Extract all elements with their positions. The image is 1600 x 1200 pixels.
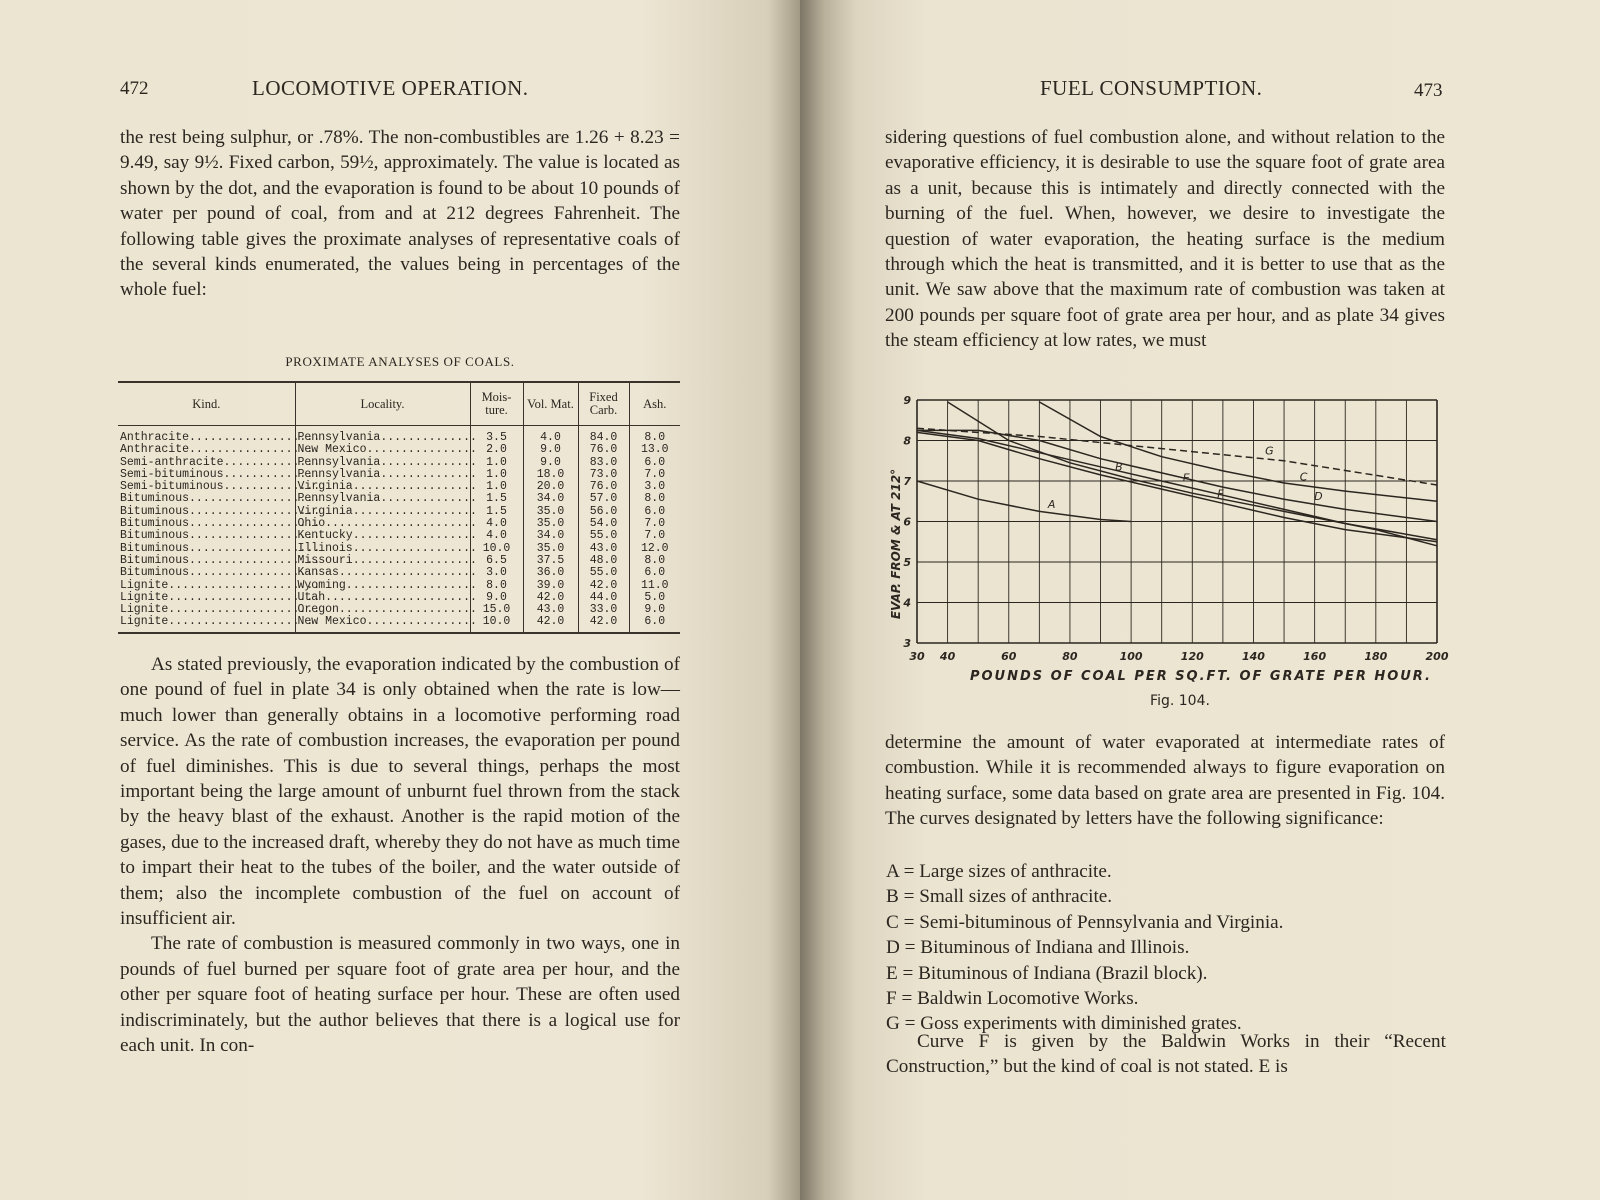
table-cell: 4.0 xyxy=(523,426,578,445)
table-cell: Lignite...................... xyxy=(118,616,295,632)
table-cell: 9.0 xyxy=(644,603,666,617)
table-cell: 35.0 xyxy=(523,543,578,555)
x-tick-label: 40 xyxy=(939,650,956,663)
x-tick-label: 60 xyxy=(1001,650,1017,663)
table-cell: 2.0 xyxy=(470,444,523,456)
table-cell: 35.0 xyxy=(523,506,578,518)
series-line-e xyxy=(917,430,1437,539)
table-cell: Bituminous................... xyxy=(120,504,321,518)
table-cell: Illinois.................. xyxy=(295,543,470,555)
x-tick-label: 30 xyxy=(909,650,925,663)
table-cell: Semi-bituminous.............. xyxy=(120,467,321,481)
table-cell: Bituminous................... xyxy=(120,541,321,555)
table-cell: Utah...................... xyxy=(295,592,470,604)
table-cell: 4.0 xyxy=(470,518,523,530)
x-tick-label: 140 xyxy=(1241,650,1265,663)
col-header-volatile: Vol. Mat. xyxy=(523,382,578,426)
left-para-1-text: the rest being sulphur, or .78%. The non-combustibles are 1.26 + 8.23 = 9.49, say 9½. Fixed carbon, 59½, approximately. The value is located as shown by the dot, and the evaporation is found to be about 10 pounds of water per pound of coal, from and at 212 degrees Fahrenheit. The following table gives the proximate analyses of representative coals of the several kinds enumerated, the values being in percentages of the whole fuel: xyxy=(120,127,680,301)
table-cell: 6.0 xyxy=(644,455,666,469)
table-cell: Bituminous................... xyxy=(120,566,321,580)
table-cell: 84.0 xyxy=(578,426,629,445)
table-cell: New Mexico................ xyxy=(295,444,470,456)
x-tick-label: 160 xyxy=(1303,650,1327,663)
table-cell: Missouri.................. xyxy=(295,555,470,567)
table-row xyxy=(118,530,680,542)
curve-definitions xyxy=(886,859,1283,1037)
table-cell: 42.0 xyxy=(578,616,629,632)
table-cell: 1.0 xyxy=(470,469,523,481)
right-para-3 xyxy=(886,1029,1446,1080)
table-cell: 12.0 xyxy=(640,541,669,555)
series-line-d xyxy=(917,430,1437,521)
table-cell: 43.0 xyxy=(578,543,629,555)
series-label-b: B xyxy=(1115,460,1123,474)
y-tick-label: 4 xyxy=(903,596,911,610)
table-cell: 42.0 xyxy=(523,616,578,632)
table-cell: 1.0 xyxy=(470,481,523,493)
table-cell: 7.0 xyxy=(644,467,666,481)
y-tick-label: 8 xyxy=(903,434,911,448)
table-cell: 8.0 xyxy=(470,580,523,592)
table-header-row xyxy=(118,382,680,426)
table-cell: 8.0 xyxy=(644,431,666,444)
left-para-3-text: The rate of combustion is measured commonly in two ways, one in pounds of fuel burned per square foot of grate area per hour, and the other per square foot of heating surface per hour. These are often used indiscriminately, but the author believes that there is a logical use for each unit. In con- xyxy=(120,933,680,1057)
table-cell: 15.0 xyxy=(470,604,523,616)
table-body xyxy=(118,426,680,633)
definition-c: C = Semi-bituminous of Pennsylvania and Virginia. xyxy=(886,911,1284,933)
figure-caption: Fig. 104. xyxy=(1150,693,1210,709)
definition-a: A = Large sizes of anthracite. xyxy=(886,861,1112,882)
table-cell: 4.0 xyxy=(470,530,523,542)
table-cell: 57.0 xyxy=(578,493,629,505)
table-row xyxy=(118,567,680,579)
table-row xyxy=(118,426,680,445)
table-cell: 9.0 xyxy=(523,444,578,456)
series-label-e: E xyxy=(1182,471,1190,485)
y-tick-label: 3 xyxy=(903,637,911,650)
table-cell: 11.0 xyxy=(640,578,669,592)
x-axis-label: POUNDS OF COAL PER SQ.FT. OF GRATE PER HOUR. xyxy=(970,669,1430,684)
table-cell: Ohio...................... xyxy=(295,518,470,530)
table-cell: 5.0 xyxy=(644,590,666,604)
table-cell: Kansas.................... xyxy=(295,567,470,579)
table-cell: 9.0 xyxy=(470,592,523,604)
table-cell: 1.0 xyxy=(470,457,523,469)
col-header-moisture: Mois-ture. xyxy=(470,382,523,426)
table-caption: PROXIMATE ANALYSES OF COALS. xyxy=(285,354,515,369)
table-cell: 10.0 xyxy=(470,616,523,632)
left-page-number: 472 xyxy=(120,78,149,99)
series-line-a xyxy=(917,481,1131,522)
right-para-2-text: determine the amount of water evaporated at intermediate rates of combustion. While it is recommended always to figure evaporation on heating surface, some data based on grate area are presented in Fig. 104. The curves designated by letters have the following significance: xyxy=(885,732,1445,830)
right-para-1 xyxy=(885,125,1445,354)
table-cell: 6.5 xyxy=(470,555,523,567)
table-cell: 33.0 xyxy=(578,604,629,616)
table-cell: Anthracite................... xyxy=(120,443,321,457)
col-header-kind: Kind. xyxy=(118,382,295,426)
col-header-ash: Ash. xyxy=(629,382,680,426)
table-cell: 42.0 xyxy=(578,580,629,592)
x-tick-label: 120 xyxy=(1180,650,1204,663)
table-cell: 7.0 xyxy=(644,529,666,543)
series-label-d: D xyxy=(1314,489,1323,503)
chart-series-group xyxy=(917,402,1437,546)
definition-f: F = Baldwin Locomotive Works. xyxy=(886,988,1139,1010)
table-cell: 55.0 xyxy=(578,567,629,579)
table-cell: 42.0 xyxy=(523,592,578,604)
table-cell: Pennsylvania.............. xyxy=(295,469,470,481)
table-cell: 9.0 xyxy=(523,457,578,469)
definition-g: G = Goss experiments with diminished grates. xyxy=(886,1013,1242,1035)
series-label-a: A xyxy=(1047,497,1056,511)
y-axis-label: EVAP. FROM & AT 212° xyxy=(889,468,903,620)
table-cell: Lignite...................... xyxy=(120,603,321,617)
table-cell: Bituminous................... xyxy=(120,517,321,531)
table-cell: 8.0 xyxy=(644,553,666,567)
table-cell: 18.0 xyxy=(523,469,578,481)
x-tick-label: 80 xyxy=(1062,650,1078,663)
table-cell: 44.0 xyxy=(578,592,629,604)
table-cell: 34.0 xyxy=(523,493,578,505)
chart-grid xyxy=(917,400,1437,643)
table-cell: 54.0 xyxy=(578,518,629,530)
table-cell: 43.0 xyxy=(523,604,578,616)
table-cell: 56.0 xyxy=(578,506,629,518)
table-cell: 6.0 xyxy=(644,504,666,518)
fig-104-chart xyxy=(880,392,1470,722)
table-cell: Semi-bituminous.............. xyxy=(120,480,321,494)
table-cell: 76.0 xyxy=(578,481,629,493)
col-header-fixed-carbon: Fixed Carb. xyxy=(578,382,629,426)
table-cell: 55.0 xyxy=(578,530,629,542)
right-running-head: FUEL CONSUMPTION. xyxy=(1040,76,1263,100)
table-cell: 83.0 xyxy=(578,457,629,469)
table-cell: Lignite...................... xyxy=(120,578,321,592)
table-cell: 3.5 xyxy=(470,426,523,445)
table-cell: 20.0 xyxy=(523,481,578,493)
table-cell: Oregon.................... xyxy=(295,604,470,616)
left-para-1 xyxy=(120,125,680,303)
table-row xyxy=(118,493,680,505)
table-cell: Semi-anthracite.............. xyxy=(120,455,321,469)
table-cell: 73.0 xyxy=(578,469,629,481)
table-cell: 35.0 xyxy=(523,518,578,530)
right-para-1-text: sidering questions of fuel combustion alone, and without relation to the evaporative efficiency, it is desirable to use the square foot of grate area as a unit, because this is intimately and directly connected with the burning of the fuel. When, however, we desire to investigate the question of water evaporation, the heating surface is the medium through which the heat is transmitted, and it is better to use that as the unit. We saw above that the maximum rate of combustion was taken at 200 pounds per square foot of grate area per hour, and as plate 34 gives the steam efficiency at low rates, we must xyxy=(885,127,1445,352)
series-line-c xyxy=(1039,402,1437,501)
table-cell: Virginia.................. xyxy=(295,506,470,518)
y-tick-label: 5 xyxy=(903,556,911,569)
table-row xyxy=(118,444,680,456)
table-cell: 13.0 xyxy=(640,443,669,457)
table-row xyxy=(118,580,680,592)
right-para-2 xyxy=(885,730,1445,832)
table-cell: 7.0 xyxy=(644,517,666,531)
table-cell: 37.5 xyxy=(523,555,578,567)
proximate-analyses-table xyxy=(118,381,680,634)
x-tick-label: 200 xyxy=(1425,650,1449,663)
table-cell: 3.0 xyxy=(644,480,666,494)
right-page-number: 473 xyxy=(1414,80,1443,101)
table-cell: Bituminous................... xyxy=(120,492,321,506)
table-cell: 1.5 xyxy=(470,506,523,518)
definition-b: B = Small sizes of anthracite. xyxy=(886,886,1113,908)
table-cell: Bituminous................... xyxy=(120,553,321,567)
definition-e: E = Bituminous of Indiana (Brazil block). xyxy=(886,962,1208,984)
table-cell: Anthracite................... xyxy=(118,426,295,445)
y-tick-label: 6 xyxy=(903,515,911,529)
table-cell: 6.0 xyxy=(644,566,666,580)
series-label-g: G xyxy=(1265,444,1274,458)
table-cell: 39.0 xyxy=(523,580,578,592)
y-tick-label: 9 xyxy=(903,394,911,407)
table-cell: 10.0 xyxy=(470,543,523,555)
left-para-2 xyxy=(120,652,680,1059)
table-cell: Bituminous................... xyxy=(120,529,321,543)
x-tick-label: 180 xyxy=(1364,650,1388,663)
table-cell: 3.0 xyxy=(470,567,523,579)
table-cell: 34.0 xyxy=(523,530,578,542)
table-cell: 6.0 xyxy=(644,615,666,629)
definition-d: D = Bituminous of Indiana and Illinois. xyxy=(886,937,1190,959)
left-para-2-text: As stated previously, the evaporation indicated by the combustion of one pound of fuel in plate 34 is only obtained when the rate is low—much lower than generally obtains in a locomotive performing road service. As the rate of combustion increases, the evaporation per pound of fuel diminishes. This is due to several things, perhaps the most important being the large amount of unburnt fuel thrown from the stack by the heavy blast of the exhaust. Another is the rapid motion of the gases, due to the increased draft, whereby they do not have as much time to impart their heat to the tubes of the boiler, and the water outside of them; also the incomplete combustion of the fuel on account of insufficient air. xyxy=(120,654,680,930)
series-label-c: C xyxy=(1299,470,1308,484)
table-cell: Pennsylvania.............. xyxy=(295,457,470,469)
table-cell: 36.0 xyxy=(523,567,578,579)
series-label-f: F xyxy=(1217,487,1224,501)
right-para-3-text: Curve F is given by the Baldwin Works in their “Recent Construction,” but the kind of coal is not stated. E is xyxy=(886,1031,1446,1078)
table-cell: 8.0 xyxy=(644,492,666,506)
table-cell: 76.0 xyxy=(578,444,629,456)
table-row xyxy=(118,616,680,632)
table-cell: Lignite...................... xyxy=(120,590,321,604)
table-cell: Virginia.................. xyxy=(295,481,470,493)
table-cell: Pennsylvania.............. xyxy=(295,493,470,505)
table-cell: 48.0 xyxy=(578,555,629,567)
col-header-locality: Locality. xyxy=(295,382,470,426)
table-cell: New Mexico................ xyxy=(295,616,470,632)
table-cell: 1.5 xyxy=(470,493,523,505)
table-cell: Wyoming................... xyxy=(295,580,470,592)
left-running-head: LOCOMOTIVE OPERATION. xyxy=(252,76,529,100)
y-tick-label: 7 xyxy=(903,475,911,488)
x-tick-label: 100 xyxy=(1119,650,1143,663)
table-cell: Pennsylvania.............. xyxy=(295,426,470,445)
table-cell: Kentucky.................. xyxy=(295,530,470,542)
